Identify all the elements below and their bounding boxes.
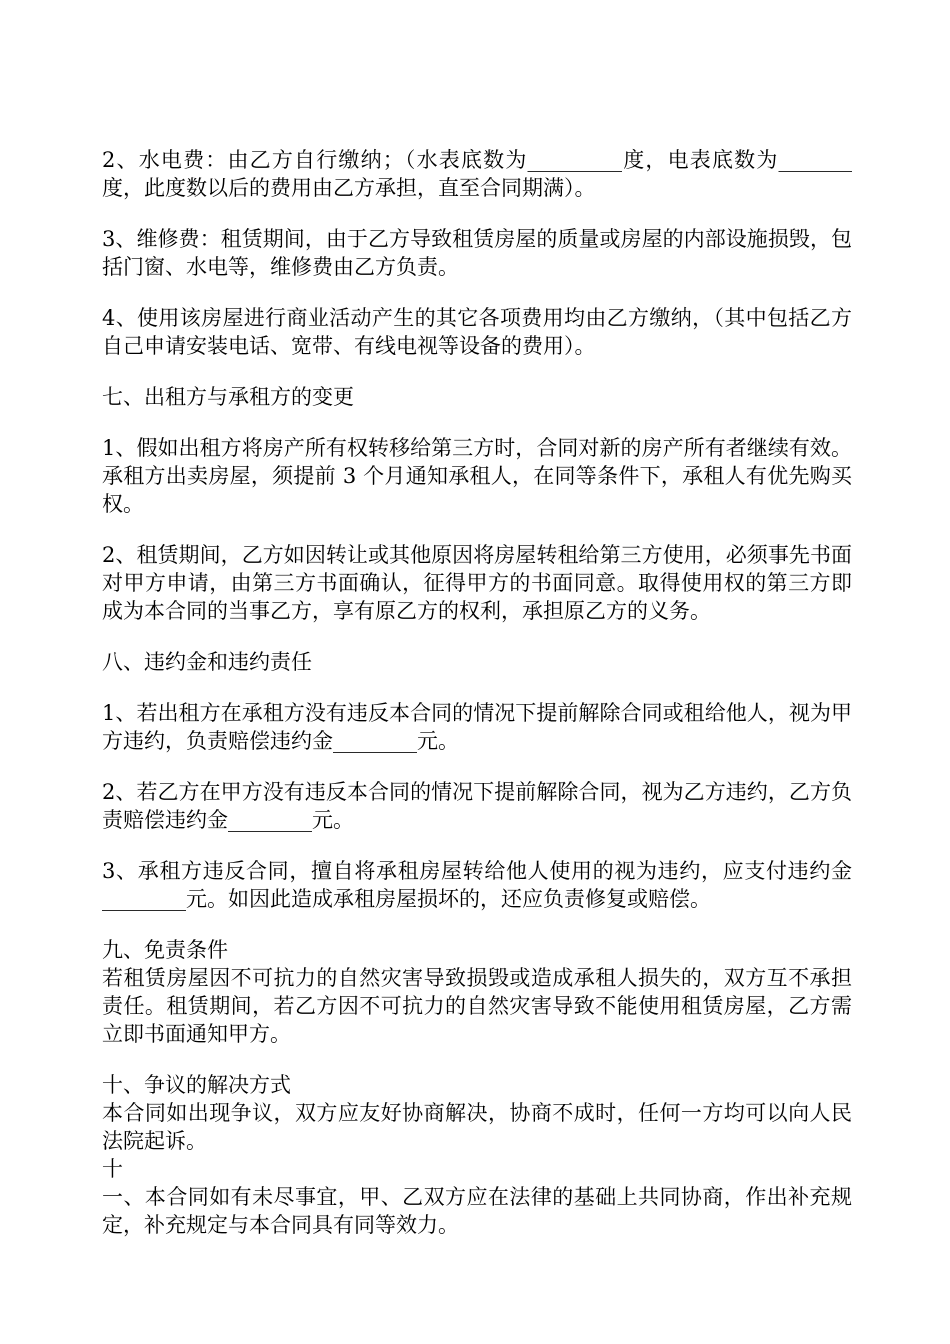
paragraph-maintenance-fee: 3、维修费：租赁期间，由于乙方导致租赁房屋的质量或房屋的内部设施损毁，包括门窗、水电等，维修费由乙方负责。 [102,227,852,279]
paragraph-ownership-transfer: 1、假如出租方将房产所有权转移给第三方时，合同对新的房产所有者继续有效。承租方出卖房屋，须提前 3 个月通知承租人，在同等条件下，承租人有优先购买权。 [102,436,852,516]
paragraph-dispute-resolution: 本合同如出现争议，双方应友好协商解决，协商不成时，任何一方均可以向人民法院起诉。 [102,1101,852,1153]
paragraph-supplementary: 一、本合同如有未尽事宜，甲、乙双方应在法律的基础上共同协商，作出补充规定，补充规定与本合同具有同等效力。 [102,1185,852,1237]
paragraph-unauthorized-transfer: 3、承租方违反合同，擅自将承租房屋转给他人使用的视为违约，应支付违约金________元。如因此造成承租房屋损坏的，还应负责修复或赔偿。 [102,859,852,911]
paragraph-force-majeure: 若租赁房屋因不可抗力的自然灾害导致损毁或造成承租人损失的，双方互不承担责任。租赁期间，若乙方因不可抗力的自然灾害导致不能使用租赁房屋，乙方需立即书面通知甲方。 [102,966,852,1046]
paragraph-sublease: 2、租赁期间，乙方如因转让或其他原因将房屋转租给第三方使用，必须事先书面对甲方申请，由第三方书面确认，征得甲方的书面同意。取得使用权的第三方即成为本合同的当事乙方，享有原乙方的权利，承担原乙方的义务。 [102,543,852,623]
section-heading-10: 十、争议的解决方式 [102,1073,291,1097]
section-heading-8: 八、违约金和违约责任 [102,650,312,674]
section-heading-11: 十 [102,1157,123,1181]
paragraph-other-fees: 4、使用该房屋进行商业活动产生的其它各项费用均由乙方缴纳，（其中包括乙方自己申请安装电话、宽带、有线电视等设备的费用）。 [102,306,852,358]
paragraph-lessor-breach: 1、若出租方在承租方没有违反本合同的情况下提前解除合同或租给他人，视为甲方违约，负责赔偿违约金________元。 [102,701,852,753]
section-heading-9: 九、免责条件 [102,938,228,962]
paragraph-lessee-breach: 2、若乙方在甲方没有违反本合同的情况下提前解除合同，视为乙方违约，乙方负责赔偿违约金________元。 [102,780,852,832]
paragraph-utilities-fee: 2、水电费：由乙方自行缴纳；（水表底数为_________度，电表底数为_______度，此度数以后的费用由乙方承担，直至合同期满）。 [102,148,852,200]
section-heading-7: 七、出租方与承租方的变更 [102,385,354,409]
